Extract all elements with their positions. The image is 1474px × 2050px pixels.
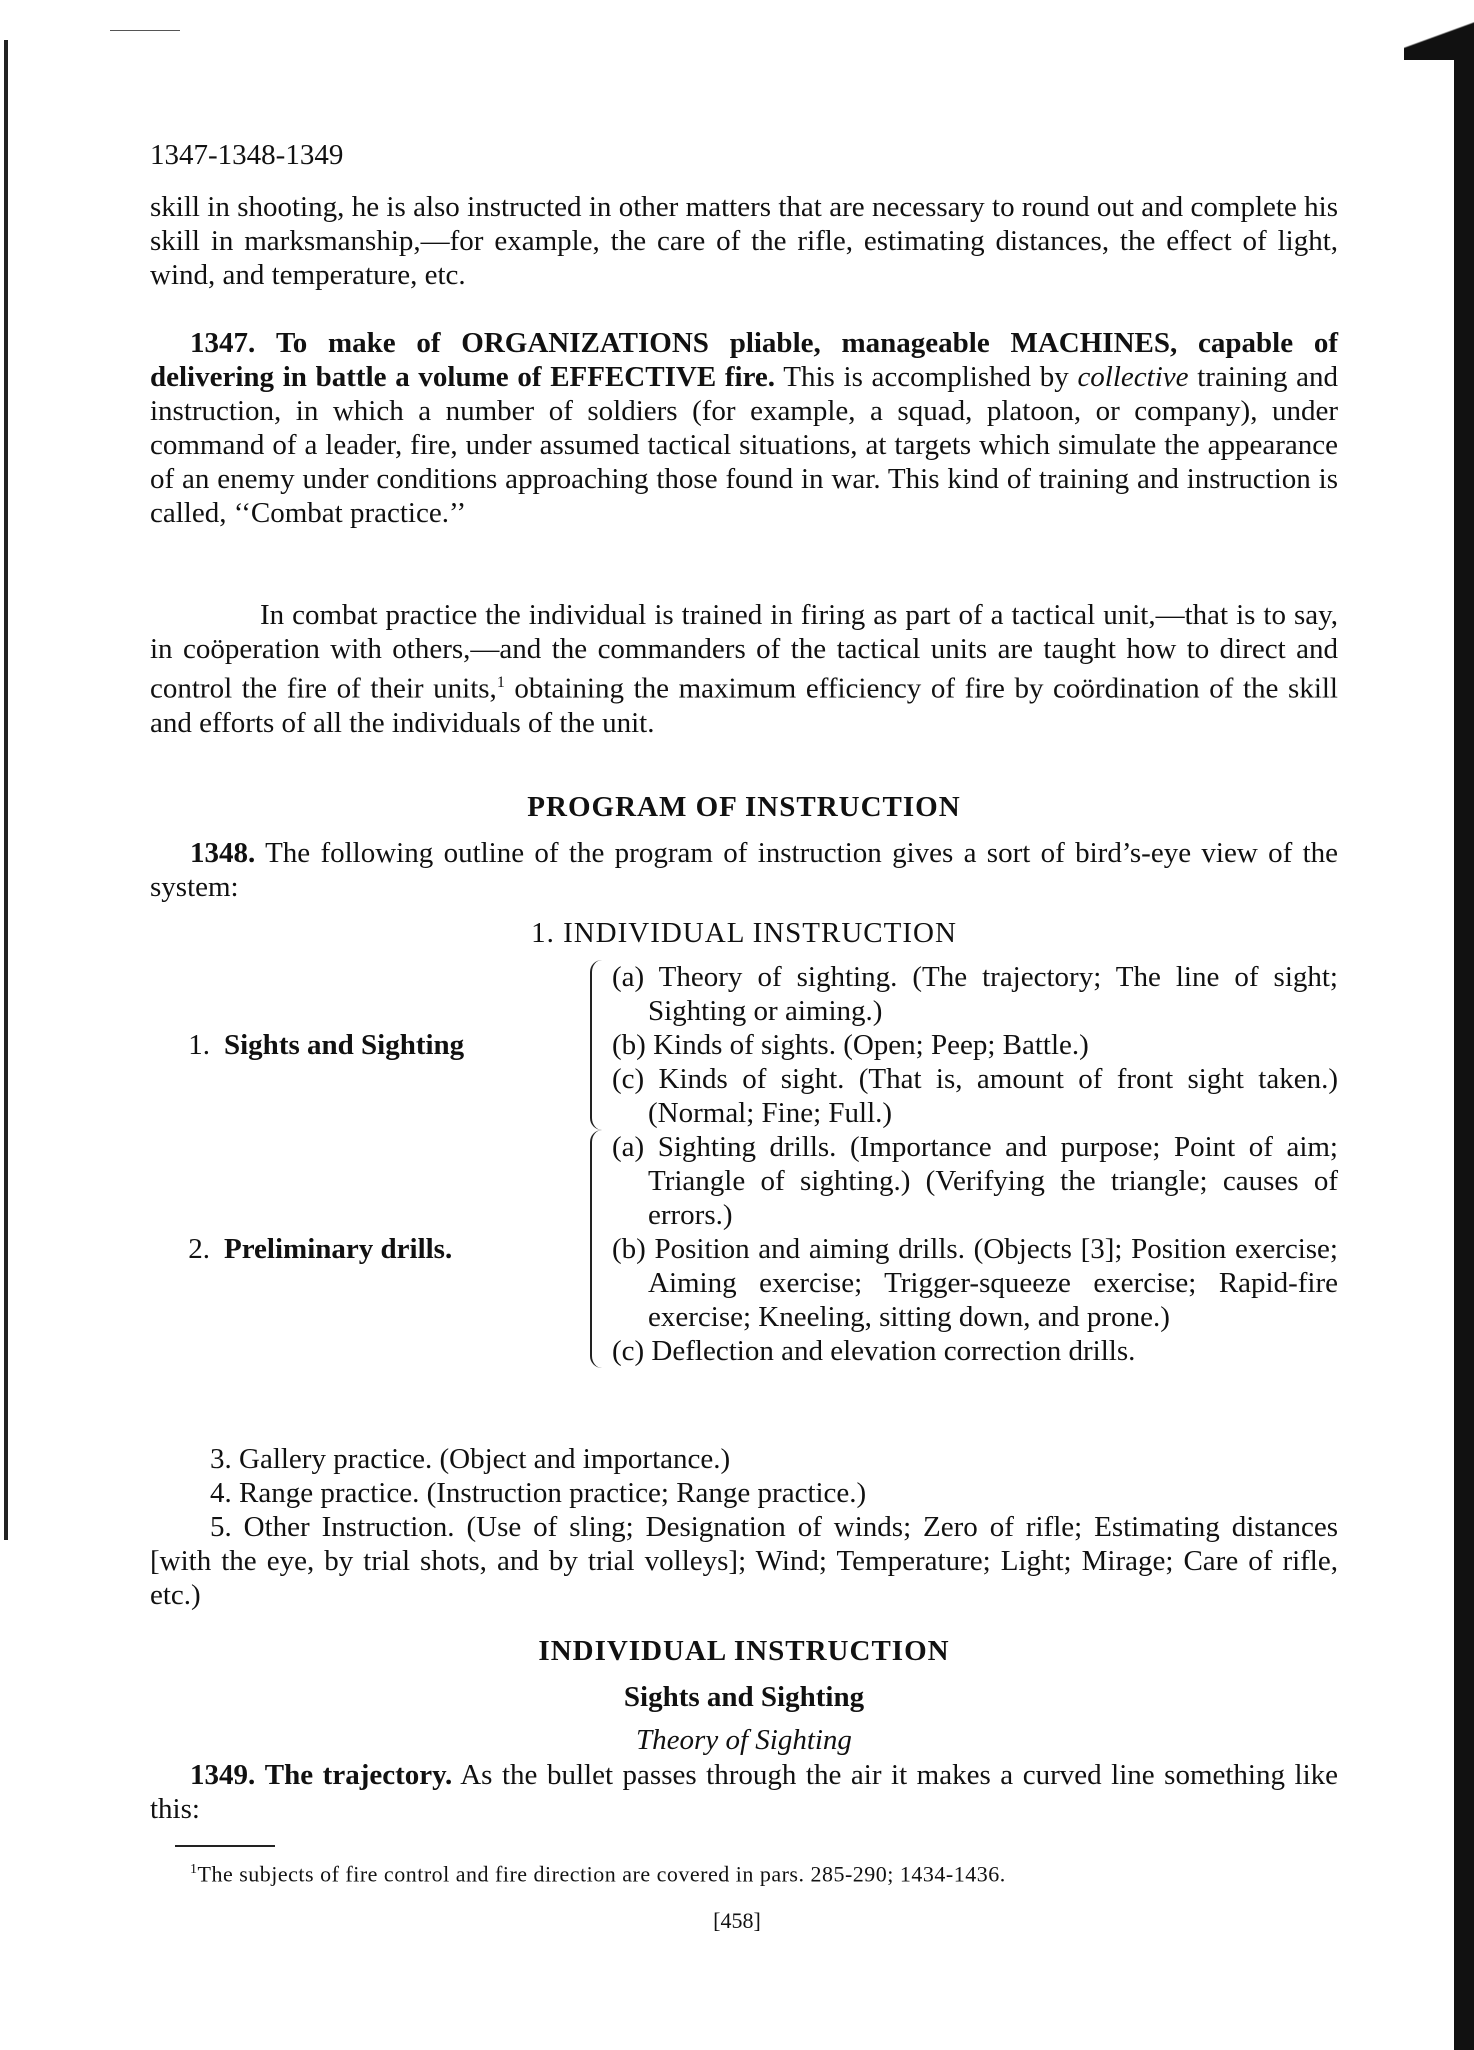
- outline-label: [150, 960, 590, 1130]
- paragraph-number: 1347.: [190, 327, 256, 359]
- subheading: Sights and Sighting: [623, 1681, 865, 1713]
- scan-corner: [1404, 0, 1474, 60]
- paragraph-number: 1348.: [190, 837, 256, 869]
- list-item: 5. Other Instruction. (Use of sling; Designation of winds; Zero of rifle; Estimating distances [with the eye, by trial shots, and by trial volleys]; Wind; Temperature; Light; Mirage; Care of rifle, etc.): [150, 1511, 1338, 1611]
- outline-item: (c) Deflection and elevation correction drills.: [612, 1335, 1136, 1367]
- program-heading: PROGRAM OF INSTRUCTION: [527, 791, 961, 823]
- page-number: [458]: [713, 1908, 761, 1933]
- brace: [590, 1130, 606, 1368]
- outline: [150, 960, 1338, 1368]
- paragraph-1348: [150, 836, 1338, 904]
- running-head: 1347-1348-1349: [150, 139, 344, 171]
- outline-group: [150, 1130, 1338, 1368]
- combat-paragraph: [150, 598, 1338, 740]
- text: training and instruction, in which a number of soldiers (for example, a squad, platoon, or company), under command of a leader, fire, under assumed tactical situations, at targets which simulate the appearance of an enemy under conditions approaching those found in war. This kind of training and instruction is called, ‘‘Combat practice.’’: [150, 361, 1339, 529]
- outline-item: (c) Kinds of sight. (That is, amount of front sight taken.) (Normal; Fine; Full.): [612, 1063, 1338, 1129]
- text: This is accomplished by: [783, 361, 1069, 393]
- scan-edge-right: [1454, 0, 1474, 2050]
- outline-title: Preliminary drills.: [224, 1233, 453, 1265]
- footnote-ref: 1: [496, 674, 505, 691]
- intro-paragraph: skill in shooting, he is also instructed in other matters that are necessary to round out and complete his skill in marksmanship,—for example, the care of the rifle, estimating distances, the effect of light, wind, and temperature, etc.: [150, 191, 1338, 291]
- instruction-list: [150, 1442, 1338, 1612]
- paragraph-1347: [150, 326, 1338, 530]
- footnote: [150, 1856, 1338, 1888]
- italic-text: collective: [1077, 361, 1189, 393]
- outline-group: [150, 960, 1338, 1130]
- text: obtaining the maximum efficiency of fire by coördination of the skill and efforts of all the individuals of the unit.: [150, 672, 1338, 739]
- text: As the bullet passes through the air it makes a curved line something like this:: [150, 1759, 1339, 1825]
- brace: [590, 960, 606, 1130]
- outline-item: (a) Theory of sighting. (The trajectory; The line of sight; Sighting or aiming.): [612, 961, 1338, 1027]
- italic-subheading: Theory of Sighting: [636, 1724, 852, 1756]
- footnote-text: The subjects of fire control and fire direction are covered in pars. 285-290; 1434-1436.: [197, 1861, 1006, 1887]
- outline-items: [612, 960, 1338, 1130]
- outline-item: (b) Position and aiming drills. (Objects [3]; Position exercise; Aiming exercise; Trigger-squeeze exercise; Rapid-fire exercise; Kneeling, sitting down, and prone.): [612, 1233, 1338, 1333]
- section-heading: INDIVIDUAL INSTRUCTION: [538, 1635, 950, 1667]
- outline-item: (b) Kinds of sights. (Open; Peep; Battle.): [612, 1029, 1089, 1061]
- scan-mark: [110, 30, 180, 31]
- outline-heading: 1. INDIVIDUAL INSTRUCTION: [531, 917, 957, 949]
- bold-lead: To make of ORGANIZATIONS pliable, manageable MACHINES, capable of delivering in battle a volume of EFFECTIVE fire.: [150, 327, 1338, 393]
- footnote-mark: 1: [190, 1862, 198, 1877]
- footnote-rule: [175, 1845, 275, 1847]
- list-item: 4. Range practice. (Instruction practice; Range practice.): [210, 1477, 867, 1509]
- bold-lead: The trajectory.: [264, 1759, 453, 1791]
- outline-label: [150, 1130, 590, 1368]
- scan-edge-left: [4, 40, 8, 1540]
- outline-items: [612, 1130, 1338, 1368]
- paragraph-1349: [150, 1758, 1338, 1826]
- list-item: 3. Gallery practice. (Object and importance.): [210, 1443, 731, 1475]
- paragraph-number: 1349.: [190, 1759, 256, 1791]
- outline-number: 2.: [188, 1233, 210, 1265]
- outline-title: Sights and Sighting: [224, 1029, 465, 1061]
- text: In combat practice the individual is trained in firing as part of a tactical unit,—that is to say, in coöperation with others,—and the commanders of the tactical units are taught how to direct and control the fire of their units,: [150, 599, 1338, 705]
- outline-item: (a) Sighting drills. (Importance and purpose; Point of aim; Triangle of sighting.) (Verifying the triangle; causes of errors.): [612, 1131, 1338, 1231]
- text: The following outline of the program of instruction gives a sort of bird’s-eye view of the system:: [150, 837, 1338, 903]
- outline-number: 1.: [188, 1029, 210, 1061]
